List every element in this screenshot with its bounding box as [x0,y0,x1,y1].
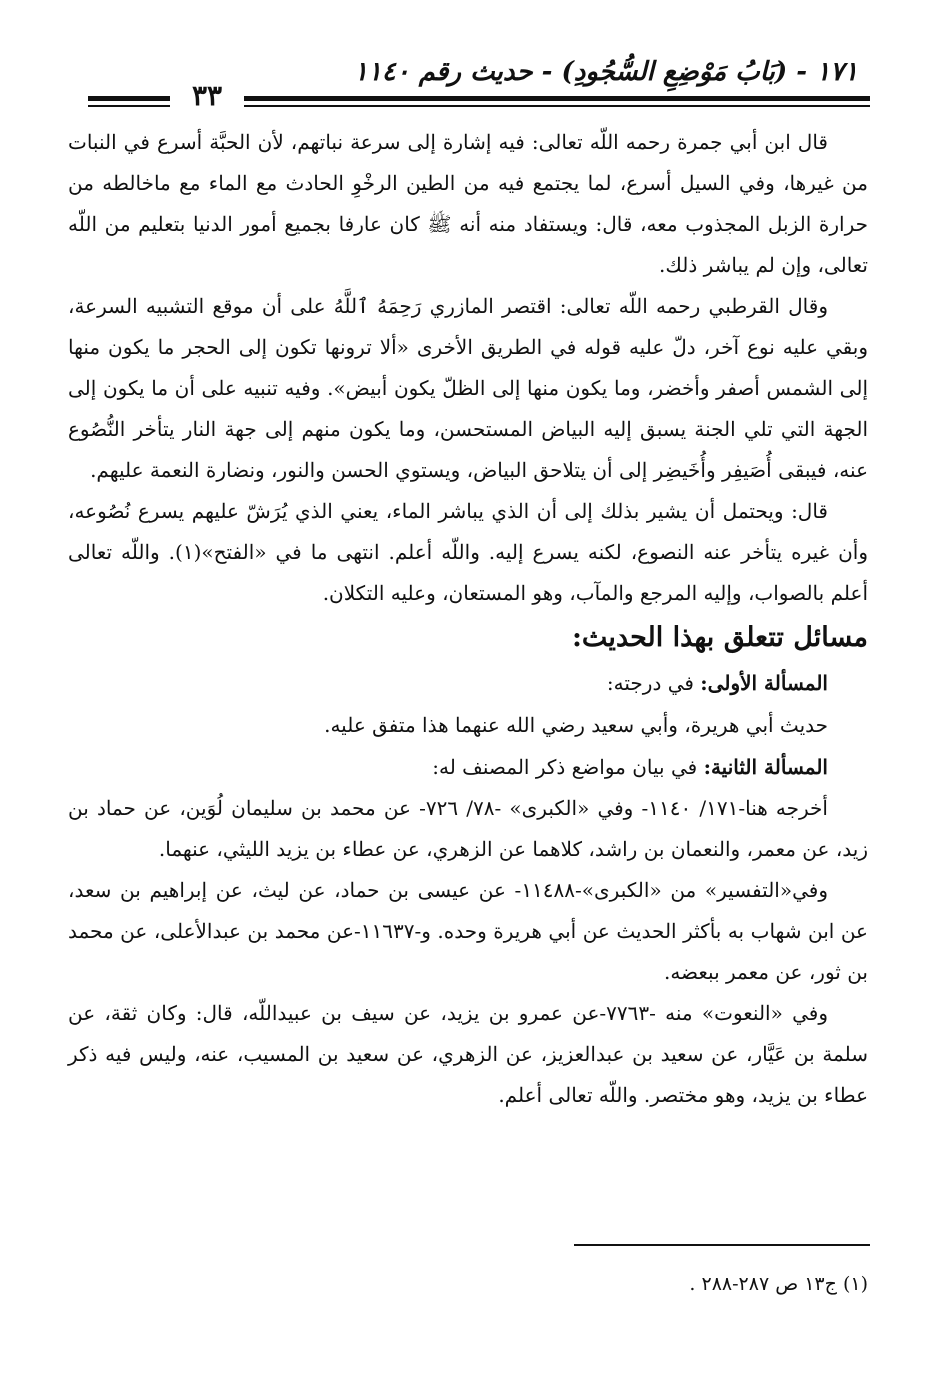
running-header-title: ١٧١ - (بَابُ مَوْضِعِ السُّجُودِ) - حديث رقم ١١٤٠ [353,57,858,87]
issue-first [68,662,868,704]
footnote-separator [574,1244,870,1246]
header-rule-right-thick [244,96,870,101]
paragraph-ibn-abi-jamra: قال ابن أبي جمرة رحمه اللّه تعالى: فيه إشارة إلى سرعة نباتهم، لأن الحبَّة أسرع في النبات من غيرها، وفي السيل أسرع، لما يجتمع فيه من الطين الرخْوِ الحادث مع الماء مع ماخالطه من حرارة الزبل المجذوب معه، قال: ويستفاد منه أنه ﷺ كان عارفا بجميع أمور الدنيا بتعليم من اللّه تعالى، وإن لم يباشر ذلك. [68,130,868,277]
paragraph-conclusion: قال: ويحتمل أن يشير بذلك إلى أن الذي يباشر الماء، يعني الذي يُرَشّ عليهم يسرع نُصُوعه، وأن غيره يتأخر عنه النصوع، لكنه يسرع إليه. واللّه أعلم. انتهى ما في «الفتح»(١). واللّه تعالى أعلم بالصواب، وإليه المرجع والمآب، وهو المستعان، وعليه التكلان. [68,499,868,605]
header-rule-left-thin [88,105,170,107]
header-rule-left-thick [88,96,170,101]
issue-first-text: في درجته: [606,671,694,695]
issue-first-body: حديث أبي هريرة، وأبي سعيد رضي الله عنهما هذا متفق عليه. [324,713,828,737]
issue-second-text: في بيان مواضع ذكر المصنف له: [432,755,698,779]
paragraph-qurtubi: وقال القرطبي رحمه اللّه تعالى: اقتصر المازري رَحِمَهُ ٱللَّهُ على أن موقع التشبيه السرعة، وبقي عليه نوع آخر، دلّ عليه قوله في الطريق الأخرى «ألا ترونها تكون إلى الحجر ما يكون منها إلى الشمس أصفر وأخضر، وما يكون منها إلى الظلّ يكون أبيض». وفيه تنبيه على أن ما يكون إلى الجهة التي تلي الجنة يسبق إليه البياض المستحسن، وما يكون منهم إلى جهة النار يتأخر النُّصُوع عنه، فيبقى أُصَيفِر وأُخَيضِر إلى أن يتلاحق البياض، ويستوي الحسن والنور، ونضارة النعمة عليهم. [68,294,868,482]
header-rule-right-thin [244,105,870,107]
main-text [68,122,868,1116]
issue-second [68,746,868,788]
section-heading: مسائل تتعلق بهذا الحديث: [571,622,868,653]
paragraph-takhrij-1: أخرجه هنا-١٧١/ ١١٤٠- وفي «الكبرى» -٧٨/ ٧٢٦- عن محمد بن سليمان لُوَين، عن حماد بن زيد، عن معمر، والنعمان بن راشد، كلاهما عن الزهري، عن عطاء بن يزيد الليثي، عنهما. [68,796,868,861]
page-number: ٣٣ [191,79,223,112]
paragraph-takhrij-2: وفي«التفسير» من «الكبرى»-١١٤٨٨- عن عيسى بن حماد، عن ليث، عن إبراهيم بن سعد، عن ابن شهاب به بأكثر الحديث عن أبي هريرة وحده. و-١١٦٣٧-عن محمد بن عبدالأعلى، عن محمد بن ثور، عن معمر ببعضه. [68,878,868,984]
footnote: (١) ج١٣ ص ٢٨٧-٢٨٨ . [689,1273,868,1295]
issue-first-title: المسألة الأولى: [700,671,828,695]
paragraph-takhrij-3: وفي «النعوت» منه -٧٧٦٣-عن عمرو بن يزيد، عن سيف بن عبيداللّه، قال: وكان ثقة، عن سلمة بن عَيَّار، عن سعيد بن عبدالعزيز، عن الزهري، عن سعيد بن المسيب، عنه، وليس فيه ذكر عطاء بن يزيد، وهو مختصر. واللّه تعالى أعلم. [68,1001,868,1107]
issue-second-title: المسألة الثانية: [703,755,828,779]
